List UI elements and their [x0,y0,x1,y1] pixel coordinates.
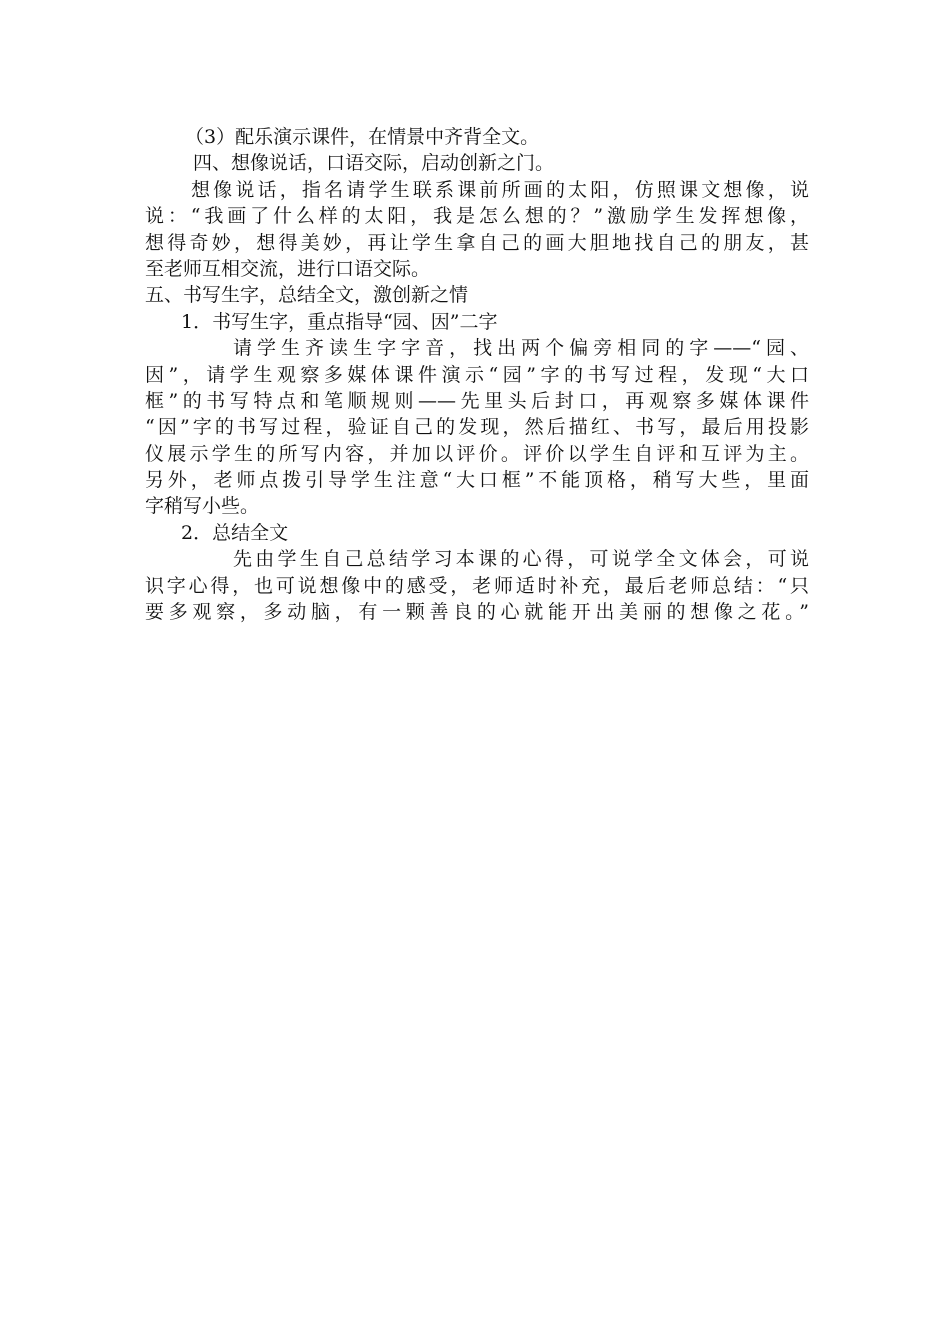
paragraph-line: 请学生齐读生字字音，找出两个偏旁相同的字——“园、 [233,337,809,360]
paragraph-line: “因”字的书写过程，验证自己的发现，然后描红、书写，最后用投影 [145,416,809,439]
step-3-line: （3）配乐演示课件，在情景中齐背全文。 [185,126,540,148]
paragraph-line: 识字心得，也可说想像中的感受，老师适时补充，最后老师总结：“只 [145,574,809,597]
paragraph-line: 仪展示学生的所写内容，并加以评价。评价以学生自评和互评为主。 [145,442,809,465]
paragraph-line: 想得奇妙，想得美妙，再让学生拿自己的画大胆地找自己的朋友，甚 [145,231,809,254]
paragraph-line: 至老师互相交流，进行口语交际。 [145,257,431,280]
paragraph-line: 因”，请学生观察多媒体课件演示“园”字的书写过程，发现“大口 [145,363,809,386]
paragraph-line: 先由学生自己总结学习本课的心得，可说学全文体会，可说 [233,548,809,571]
paragraph-line: 字稍写小些。 [145,495,260,518]
document-body [145,124,809,625]
paragraph-line: 另外，老师点拨引导学生注意“大口框”不能顶格，稍写大些，里面 [145,469,809,492]
section-5-heading: 五、书写生字，总结全文，激创新之情 [145,284,469,307]
paragraph-line: 要多观察，多动脑，有一颗善良的心就能开出美丽的想像之花。” [145,601,809,624]
paragraph-line: 说：“我画了什么样的太阳，我是怎么想的？”激励学生发挥想像， [145,205,809,228]
section-4-heading: 四、想像说话，口语交际，启动创新之门。 [193,152,555,175]
paragraph-line: 想像说话，指名请学生联系课前所画的太阳，仿照课文想像，说 [191,178,809,201]
item-2-heading: 2．总结全文 [181,521,289,544]
paragraph-line: 框”的书写特点和笔顺规则——先里头后封口，再观察多媒体课件 [145,389,809,412]
item-1-heading: 1．书写生字，重点指导“园、因”二字 [181,310,498,333]
